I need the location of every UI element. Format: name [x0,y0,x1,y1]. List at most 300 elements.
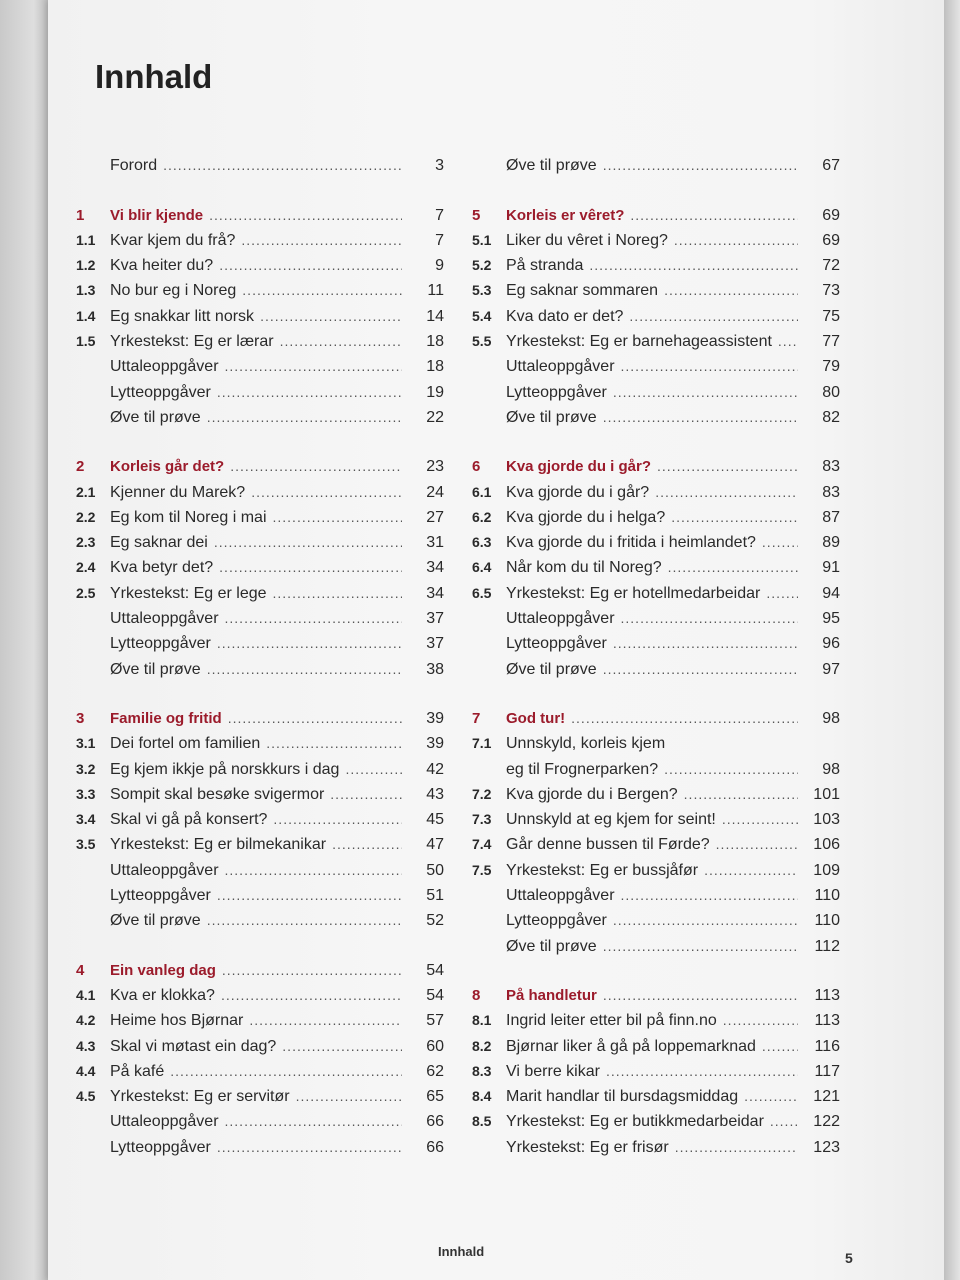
toc-entry-title: Kvar kjem du frå? [110,231,236,249]
toc-entry [76,1081,444,1106]
toc-entry-page: 110 [814,887,840,905]
toc-entry-number: 8 [472,986,481,1004]
toc-entry-title: Eg kjem ikkje på norskkurs i dag [110,760,340,778]
dot-leader [778,332,798,351]
dot-leader [589,256,798,275]
dot-leader [282,1037,402,1056]
dot-leader [296,1087,402,1106]
dot-leader [217,383,402,402]
toc-entry-page: 37 [426,610,444,628]
dot-leader [219,558,402,577]
dot-leader [221,986,402,1005]
toc-entry-title: Kva gjorde du i fritida i heimlandet? [506,534,756,552]
toc-entry [76,476,444,501]
toc-entry-number: 8.5 [472,1113,492,1130]
toc-column-right [472,150,840,1157]
toc-entry-number: 1.3 [76,282,96,299]
dot-leader [657,457,798,476]
dot-leader [621,886,798,905]
dot-leader [225,357,402,376]
toc-entry-title: På kafé [110,1062,165,1080]
toc-entry [472,376,840,401]
toc-entry-title: Lytteoppgåver [110,1138,211,1156]
toc-entry-page: 57 [426,1012,444,1030]
toc-entry-page: 9 [435,257,444,275]
dot-leader [207,660,402,679]
toc-entry-title: Unnskyld at eg kjem for seint! [506,811,716,829]
toc-entry-page: 66 [426,1138,444,1156]
toc-entry [472,779,840,804]
toc-entry [76,1131,444,1156]
toc-entry [472,527,840,552]
toc-entry-title: God tur! [506,709,566,727]
toc-entry-page: 18 [426,333,444,351]
toc-entry-title: Eg snakkar litt norsk [110,307,255,325]
toc-entry-number: 7.4 [472,836,492,853]
toc-entry-title: Øve til prøve [506,157,597,175]
toc-entry-title: På stranda [506,257,584,275]
toc-entry-title: Lytteoppgåver [110,383,211,401]
dot-leader [207,408,402,427]
toc-entry-page: 113 [814,986,840,1004]
toc-entry [76,1056,444,1081]
toc-entry-page: 113 [814,1012,840,1030]
toc-entry-title: Uttaleoppgåver [506,887,615,905]
dot-leader [225,609,402,628]
toc-entry-number: 2.4 [76,559,96,576]
toc-entry-number: 1 [76,206,85,224]
toc-entry [472,552,840,577]
dot-leader [603,156,798,175]
dot-leader [241,231,402,250]
toc-entry-page: 18 [426,358,444,376]
toc-entry-title: Uttaleoppgåver [110,1113,219,1131]
toc-entry [76,502,444,527]
toc-entry-number: 5.5 [472,333,492,350]
dot-leader [603,986,798,1005]
toc-entry [472,250,840,275]
toc-entry-number: 2.3 [76,534,96,551]
toc-entry-title: Lytteoppgåver [110,635,211,653]
toc-chapter-entry [472,199,840,224]
toc-entry [76,250,444,275]
toc-entry-page: 97 [822,660,840,678]
toc-entry [76,1030,444,1055]
dot-leader [762,533,798,552]
toc-entry-number: 1.1 [76,231,96,248]
dot-leader [766,584,798,603]
toc-entry-page: 7 [435,231,444,249]
dot-leader [209,206,402,225]
toc-entry-number: 3.5 [76,836,96,853]
dot-leader [744,1087,798,1106]
page-title: Innhald [95,58,213,95]
toc-entry-title: Korleis er vêret? [506,206,625,224]
toc-entry-title: Heime hos Bjørnar [110,1012,244,1030]
toc-entry-page: 106 [813,836,840,854]
dot-leader [273,810,402,829]
toc-entry-page: 34 [426,584,444,602]
toc-entry-page: 121 [813,1088,840,1106]
toc-entry [76,753,444,778]
toc-entry-page: 87 [822,508,840,526]
toc-entry-title: Uttaleoppgåver [110,358,219,376]
toc-entry [472,326,840,351]
toc-entry [76,829,444,854]
dot-leader [273,508,403,527]
dot-leader [330,785,402,804]
toc-entry-page: 60 [426,1037,444,1055]
toc-entry-title: Lytteoppgåver [506,912,607,930]
toc-entry-page: 77 [822,333,840,351]
toc-entry-title: Øve til prøve [110,660,201,678]
toc-entry [76,1106,444,1131]
toc-entry [76,275,444,300]
toc-entry-number: 4 [76,961,85,979]
toc-entry-page: 34 [426,559,444,577]
toc-entry-page: 31 [426,534,444,552]
toc-entry [472,753,840,778]
toc-entry [472,1056,840,1081]
toc-entry-title: eg til Frognerparken? [506,760,659,778]
toc-entry [76,402,444,427]
dot-leader [266,734,402,753]
toc-entry-number: 3.4 [76,811,96,828]
toc-entry [76,225,444,250]
toc-entry-number: 5.2 [472,257,492,274]
toc-chapter-entry [472,980,840,1005]
toc-entry [76,779,444,804]
toc-entry-page: 52 [426,912,444,930]
footer-page-number: 5 [845,1250,853,1266]
dot-leader [222,961,402,980]
toc-entry-title: Yrkestekst: Eg er frisør [506,1138,669,1156]
toc-entry-title: Yrkestekst: Eg er barnehageassistent [506,333,772,351]
toc-entry-page: 110 [814,912,840,930]
toc-entry-page: 89 [822,534,840,552]
toc-entry-title: Øve til prøve [110,912,201,930]
toc-entry [76,880,444,905]
toc-entry-number: 6.2 [472,508,492,525]
toc-entry-title: Uttaleoppgåver [110,610,219,628]
dot-leader [217,1138,402,1157]
dot-leader [722,810,798,829]
toc-entry-title: Eg saknar dei [110,534,208,552]
dot-leader [704,861,798,880]
dot-leader [621,357,798,376]
toc-entry-page: 73 [822,282,840,300]
toc-entry [76,577,444,602]
dot-leader [170,1062,402,1081]
dot-leader [674,231,798,250]
toc-entry-page: 24 [426,483,444,501]
toc-entry [472,653,840,678]
dot-leader [332,835,402,854]
toc-entry-title: Kva gjorde du i helga? [506,508,666,526]
dot-leader [230,457,402,476]
toc-entry-title: Øve til prøve [506,937,597,955]
toc-entry-number: 4.5 [76,1088,96,1105]
dot-leader [621,609,798,628]
dot-leader [606,1062,798,1081]
toc-entry-number: 3.1 [76,735,96,752]
dot-leader [228,709,402,728]
toc-entry [76,326,444,351]
toc-entry-title: Lytteoppgåver [506,635,607,653]
toc-entry-number: 8.2 [472,1037,492,1054]
dot-leader [260,307,402,326]
toc-entry-number: 4.1 [76,986,96,1003]
toc-entry [76,351,444,376]
toc-entry-page: 95 [822,610,840,628]
toc-entry [76,603,444,628]
dot-leader [603,937,798,956]
toc-entry [76,300,444,325]
toc-entry-title: No bur eg i Noreg [110,282,237,300]
toc-entry [472,225,840,250]
toc-entry-number: 6.1 [472,483,492,500]
toc-entry-title: Øve til prøve [506,408,597,426]
dot-leader [613,383,798,402]
toc-entry [472,603,840,628]
toc-entry-number: 8.1 [472,1012,492,1029]
toc-entry [76,804,444,829]
toc-entry-page: 7 [435,206,444,224]
toc-entry-page: 39 [426,735,444,753]
toc-entry-number: 8.3 [472,1062,492,1079]
toc-entry-number: 7 [472,709,481,727]
toc-entry-title: Vi berre kikar [506,1062,600,1080]
toc-entry-title: Dei fortel om familien [110,735,261,753]
toc-entry-title: Yrkestekst: Eg er hotellmedarbeidar [506,584,761,602]
footer-title: Innhald [438,1244,485,1259]
toc-entry-title: Øve til prøve [110,408,201,426]
toc-entry-title: Kva heiter du? [110,257,214,275]
toc-entry-number: 7.5 [472,861,492,878]
toc-entry [472,577,840,602]
toc-entry-number: 6.3 [472,534,492,551]
dot-leader [217,634,402,653]
toc-entry-title: Yrkestekst: Eg er butikkmedarbeidar [506,1113,764,1131]
toc-entry [472,804,840,829]
toc-entry-page: 83 [822,458,840,476]
page-edge-right [944,0,960,1280]
toc-entry-title: Yrkestekst: Eg er lege [110,584,267,602]
toc-entry-page: 112 [814,937,840,955]
dot-leader [613,634,798,653]
toc-entry-page: 75 [822,307,840,325]
dot-leader [716,835,798,854]
toc-entry-number: 3.3 [76,785,96,802]
toc-entry [472,1030,840,1055]
toc-entry-title: Kva betyr det? [110,559,214,577]
toc-entry-page: 123 [813,1138,840,1156]
dot-leader [630,206,798,225]
toc-entry [472,880,840,905]
toc-entry-number: 6.4 [472,559,492,576]
toc-entry [472,150,840,175]
toc-entry [472,300,840,325]
toc-entry-page: 47 [426,836,444,854]
toc-entry-title: Yrkestekst: Eg er lærar [110,333,274,351]
toc-entry [76,527,444,552]
toc-entry-page: 83 [822,483,840,501]
toc-entry [472,476,840,501]
toc-entry-title: Familie og fritid [110,709,222,727]
toc-entry [472,728,840,753]
dot-leader [684,785,798,804]
toc-entry-number: 3 [76,709,85,727]
toc-column-left [76,150,444,1157]
dot-leader [207,911,402,930]
toc-entry-number: 4.3 [76,1037,96,1054]
toc-entry-page: 98 [822,709,840,727]
dot-leader [762,1037,798,1056]
toc-entry-page: 65 [426,1088,444,1106]
dot-leader [280,332,402,351]
toc-entry-title: Skal vi møtast ein dag? [110,1037,277,1055]
toc-entry [76,980,444,1005]
dot-leader [675,1138,798,1157]
toc-entry-title: Kva er klokka? [110,986,215,1004]
toc-entry-page: 101 [813,785,840,803]
toc-entry [472,1131,840,1156]
toc-entry [472,829,840,854]
toc-entry [472,275,840,300]
toc-entry-number: 2.5 [76,584,96,601]
toc-entry-page: 19 [426,383,444,401]
toc-entry-title: Uttaleoppgåver [506,358,615,376]
toc-entry-page: 43 [426,785,444,803]
toc-entry-title: Yrkestekst: Eg er bilmekanikar [110,836,327,854]
toc-entry-number: 4.2 [76,1012,96,1029]
toc-entry-page: 80 [822,383,840,401]
toc-entry [76,376,444,401]
toc-entry-page: 117 [814,1062,840,1080]
dot-leader [668,558,798,577]
dot-leader [655,483,798,502]
toc-entry [76,150,444,175]
dot-leader [163,156,402,175]
facing-page-edge [0,0,48,1280]
toc-entry [76,728,444,753]
toc-entry-title: Eg kom til Noreg i mai [110,508,267,526]
toc-entry-number: 4.4 [76,1062,96,1079]
toc-entry-number: 5.4 [472,307,492,324]
toc-entry-number: 7.2 [472,785,492,802]
toc-entry [472,402,840,427]
toc-entry-title: Yrkestekst: Eg er servitør [110,1088,290,1106]
toc-entry-title: Ein vanleg dag [110,961,216,979]
toc-entry-title: Vi blir kjende [110,206,204,224]
toc-entry [472,905,840,930]
dot-leader [603,408,798,427]
toc-entry-title: Går denne bussen til Førde? [506,836,710,854]
dot-leader [664,281,798,300]
toc-entry-page: 39 [426,709,444,727]
toc-entry-page: 27 [426,508,444,526]
toc-entry [76,628,444,653]
toc-entry [472,1081,840,1106]
toc-entry [76,854,444,879]
toc-entry-page: 79 [822,358,840,376]
toc-chapter-entry [76,703,444,728]
dot-leader [571,709,798,728]
toc-entry-page: 69 [822,206,840,224]
toc-entry-page: 37 [426,635,444,653]
toc-entry-title: Kva gjorde du i går? [506,483,650,501]
toc-entry-page: 91 [822,559,840,577]
toc-entry-page: 62 [426,1062,444,1080]
toc-entry-title: Kjenner du Marek? [110,483,246,501]
toc-entry-number: 5.3 [472,282,492,299]
dot-leader [664,760,798,779]
toc-chapter-entry [472,451,840,476]
toc-entry-title: Korleis går det? [110,458,225,476]
toc-entry-title: Yrkestekst: Eg er bussjåfør [506,861,699,879]
dot-leader [214,533,402,552]
toc-entry-number: 6 [472,458,481,476]
toc-entry [76,905,444,930]
toc-entry-page: 69 [822,231,840,249]
toc-chapter-entry [76,199,444,224]
toc-entry-page: 22 [426,408,444,426]
toc-entry-page: 94 [822,584,840,602]
toc-entry-page: 11 [427,282,444,300]
dot-leader [273,584,402,603]
toc-entry-title: Kva gjorde du i Bergen? [506,785,678,803]
toc-entry-number: 1.2 [76,257,96,274]
toc-entry-title: Øve til prøve [506,660,597,678]
toc-entry-title: Unnskyld, korleis kjem [506,735,666,753]
toc-entry-number: 7.1 [472,735,492,752]
toc-chapter-entry [76,451,444,476]
toc-entry-title: På handletur [506,986,597,1004]
dot-leader [242,281,402,300]
toc-entry [472,628,840,653]
dot-leader [217,886,402,905]
toc-entry-number: 5.1 [472,231,492,248]
toc-entry-title: Marit handlar til bursdagsmiddag [506,1088,739,1106]
toc-entry-page: 50 [426,861,444,879]
toc-entry-number: 2.2 [76,508,96,525]
toc-entry [76,552,444,577]
toc-entry-title: Lytteoppgåver [506,383,607,401]
toc-entry-page: 82 [822,408,840,426]
toc-entry-page: 116 [814,1037,840,1055]
toc-entry-title: Bjørnar liker å gå på loppemarknad [506,1037,756,1055]
toc-entry-page: 14 [426,307,444,325]
toc-entry [472,930,840,955]
toc-chapter-entry [76,954,444,979]
toc-entry [472,502,840,527]
toc-entry-number: 2.1 [76,483,96,500]
toc-entry-page: 66 [426,1113,444,1131]
dot-leader [225,861,402,880]
toc-entry-title: Liker du vêret i Noreg? [506,231,668,249]
toc-entry [472,1005,840,1030]
dot-leader [249,1011,402,1030]
toc-entry-page: 103 [813,811,840,829]
toc-chapter-entry [472,703,840,728]
toc-entry-title: Skal vi gå på konsert? [110,811,268,829]
toc-entry-page: 109 [813,861,840,879]
dot-leader [770,1112,798,1131]
dot-leader [225,1112,402,1131]
toc-entry-number: 7.3 [472,811,492,828]
toc-entry-title: Ingrid leiter etter bil på finn.no [506,1012,717,1030]
toc-entry [472,1106,840,1131]
